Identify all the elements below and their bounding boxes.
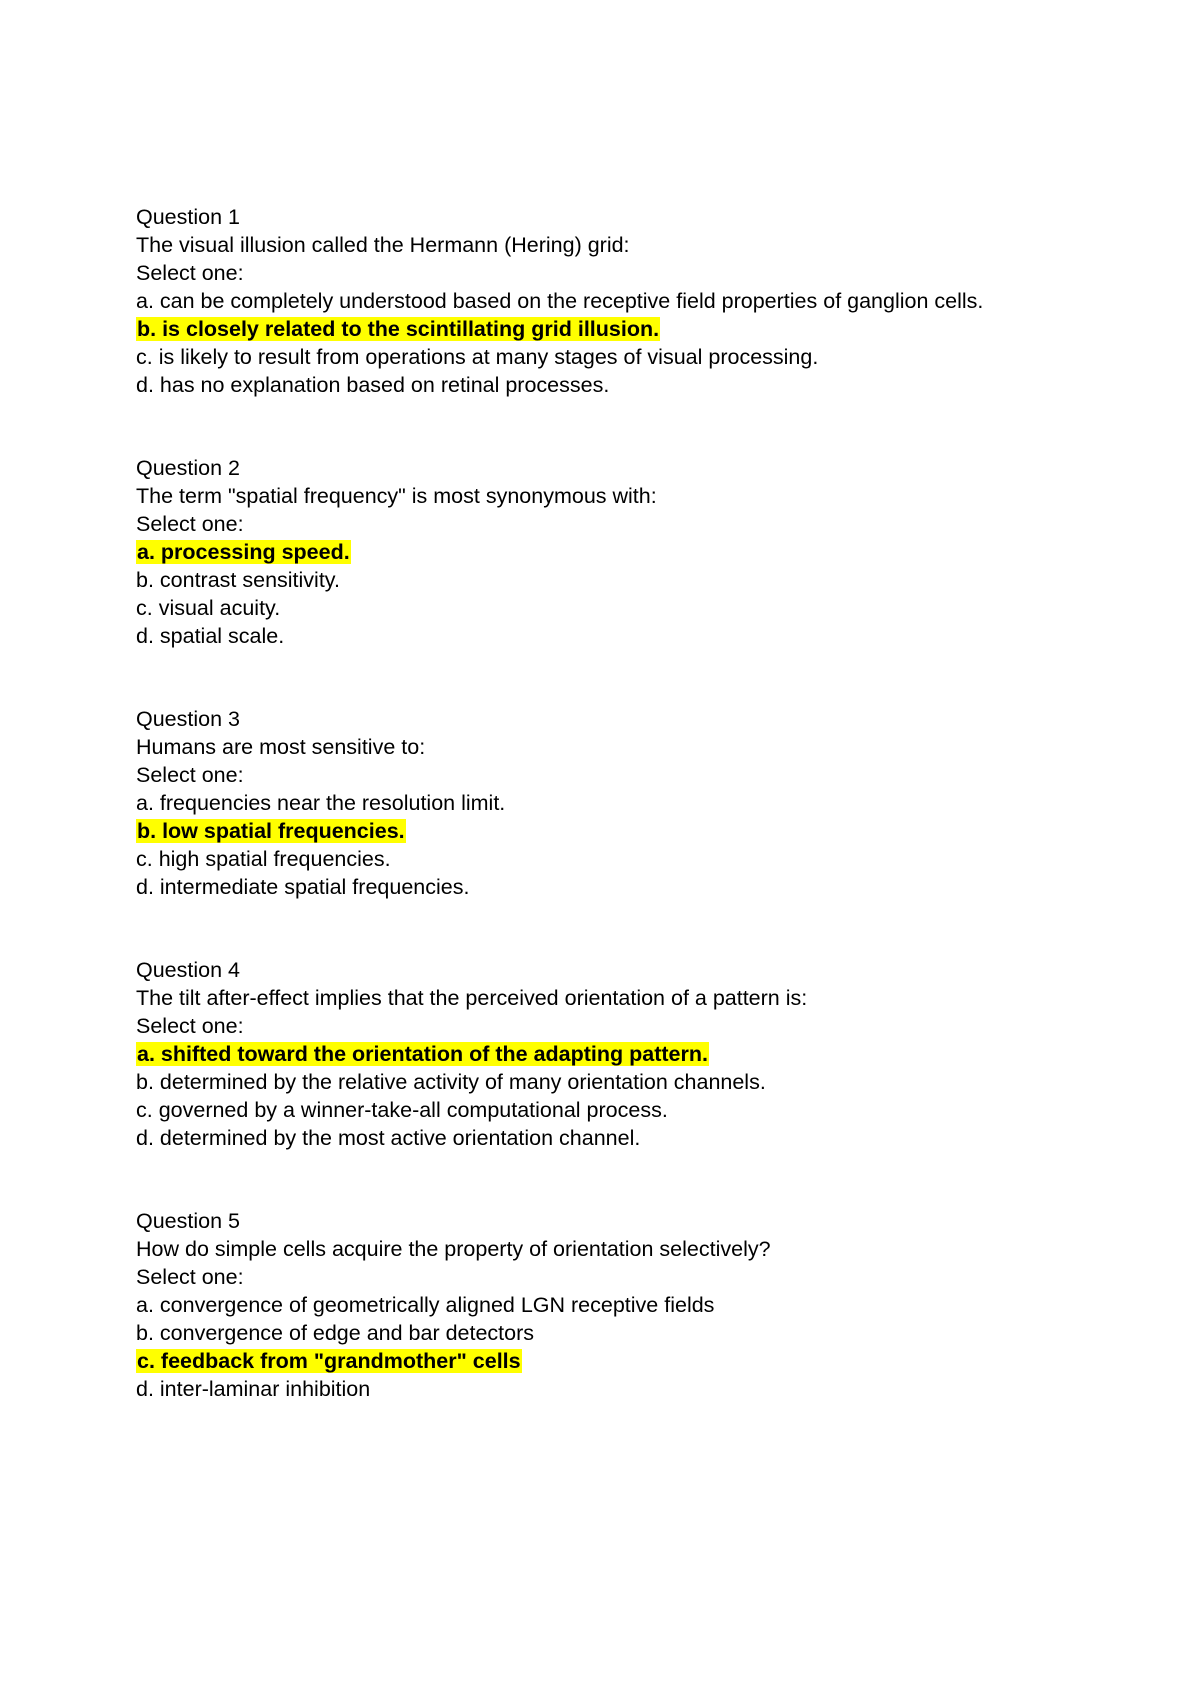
- highlighted-answer: b. low spatial frequencies.: [137, 819, 405, 843]
- highlighted-answer: a. shifted toward the orientation of the adapting pattern.: [137, 1042, 708, 1066]
- option-b: b. contrast sensitivity.: [136, 568, 340, 592]
- option-a-highlighted: [136, 1040, 1066, 1068]
- select-instruction: Select one:: [136, 512, 244, 536]
- option-d: d. determined by the most active orientation channel.: [136, 1126, 641, 1150]
- question-4: [136, 956, 1066, 1152]
- question-5: [136, 1207, 1066, 1403]
- select-instruction: Select one:: [136, 261, 244, 285]
- question-2: [136, 454, 1066, 650]
- option-a: a. can be completely understood based on the receptive field properties of ganglion cells.: [136, 289, 984, 313]
- question-1: [136, 203, 1066, 399]
- question-heading: Question 1: [136, 205, 240, 229]
- option-c: c. visual acuity.: [136, 596, 281, 620]
- option-b: b. determined by the relative activity of many orientation channels.: [136, 1070, 766, 1094]
- option-c: c. governed by a winner-take-all computational process.: [136, 1098, 668, 1122]
- select-instruction: Select one:: [136, 1014, 244, 1038]
- question-3: [136, 705, 1066, 901]
- option-d: d. spatial scale.: [136, 624, 285, 648]
- question-prompt: The visual illusion called the Hermann (Hering) grid:: [136, 233, 630, 257]
- option-c: c. is likely to result from operations at many stages of visual processing.: [136, 345, 819, 369]
- highlighted-answer: b. is closely related to the scintillating grid illusion.: [137, 317, 660, 341]
- question-list: [136, 203, 1066, 1403]
- question-prompt: The tilt after-effect implies that the perceived orientation of a pattern is:: [136, 986, 808, 1010]
- question-prompt: How do simple cells acquire the property of orientation selectively?: [136, 1237, 771, 1261]
- question-heading: Question 3: [136, 707, 240, 731]
- highlighted-answer: c. feedback from "grandmother" cells: [137, 1349, 521, 1373]
- option-a: a. convergence of geometrically aligned LGN receptive fields: [136, 1293, 715, 1317]
- question-heading: Question 5: [136, 1209, 240, 1233]
- option-c-highlighted: [136, 1347, 1066, 1375]
- question-heading: Question 2: [136, 456, 240, 480]
- option-b-highlighted: [136, 315, 1066, 343]
- highlighted-answer: a. processing speed.: [137, 540, 350, 564]
- option-d: d. intermediate spatial frequencies.: [136, 875, 470, 899]
- option-b-highlighted: [136, 817, 1066, 845]
- question-heading: Question 4: [136, 958, 240, 982]
- option-c: c. high spatial frequencies.: [136, 847, 391, 871]
- option-d: d. has no explanation based on retinal processes.: [136, 373, 610, 397]
- option-a: a. frequencies near the resolution limit.: [136, 791, 506, 815]
- select-instruction: Select one:: [136, 1265, 244, 1289]
- option-b: b. convergence of edge and bar detectors: [136, 1321, 535, 1345]
- question-prompt: The term "spatial frequency" is most synonymous with:: [136, 484, 657, 508]
- option-d: d. inter-laminar inhibition: [136, 1377, 371, 1401]
- select-instruction: Select one:: [136, 763, 244, 787]
- question-prompt: Humans are most sensitive to:: [136, 735, 426, 759]
- option-a-highlighted: [136, 538, 1066, 566]
